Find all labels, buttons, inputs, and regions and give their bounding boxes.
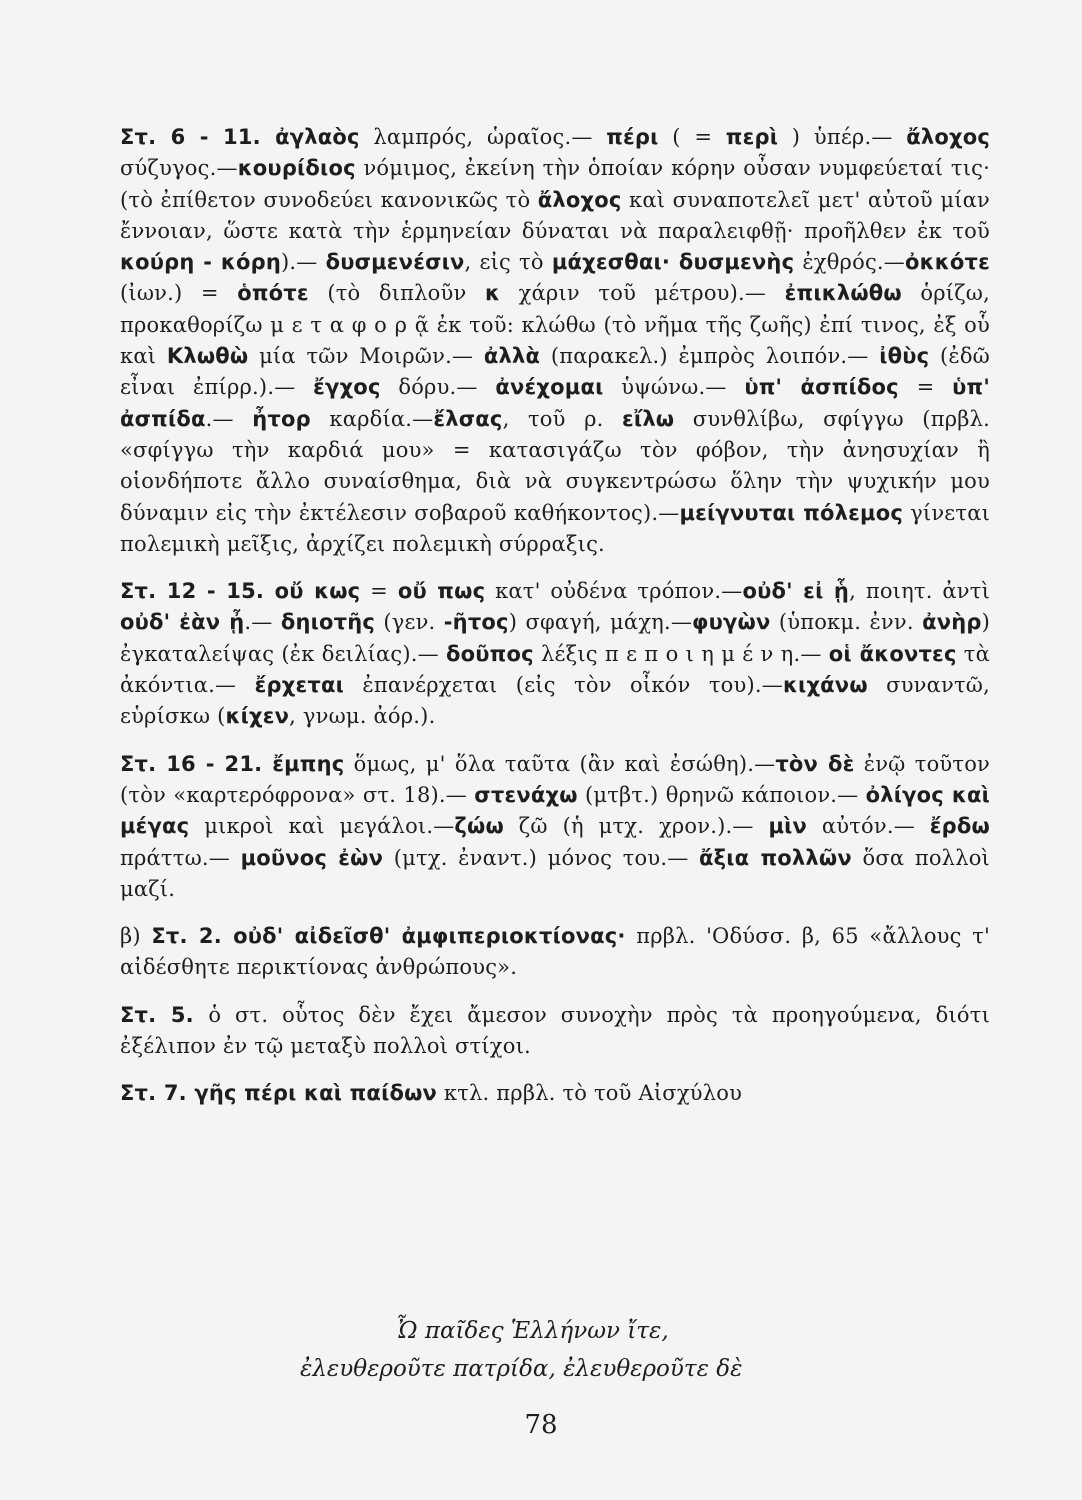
gloss-text: γίνεται πολεμικὴ μεῖξις, ἀρχίζει πολεμικὴ σύρραξις. — [120, 500, 991, 556]
headword: ἐπικλώθω — [784, 281, 902, 306]
gloss-text: (μτχ. ἐναντ.) μόνος του.— — [383, 845, 700, 870]
gloss-text: κτλ. πρβλ. τὸ τοῦ Αἰσχύλου — [437, 1081, 743, 1106]
paragraph-beta-line-2 — [120, 921, 990, 984]
headword: δοῦπος — [446, 641, 534, 666]
gloss-text: χάριν τοῦ μέτρου).— — [500, 281, 785, 306]
paragraph-lines-12-15 — [120, 576, 990, 732]
headword: ἄλοχος — [537, 187, 622, 212]
gloss-text: (γεν. — [375, 610, 444, 635]
headword: κιχάνω — [782, 673, 868, 698]
headword: ὁπότε — [237, 281, 309, 306]
paragraph-lines-16-21 — [120, 749, 990, 905]
gloss-text: λαμπρός, ὡραῖος.— — [359, 125, 607, 149]
gloss-text: (ἰων.) = — [120, 281, 238, 306]
gloss-text: ὅμως, μ' ὅλα ταῦτα (ἂν καὶ ἐσώθη).— — [344, 751, 776, 776]
headword: οἱ ἄκοντες — [828, 641, 957, 666]
headword: ἔρδω — [929, 814, 990, 839]
gloss-text: πράττω.— — [120, 845, 241, 870]
gloss-text: ( = — [658, 125, 726, 149]
gloss-text: μία τῶν Μοιρῶν.— — [248, 344, 484, 369]
headword: ὀλίγος καὶ μέγας — [120, 782, 990, 839]
paragraph-lines-6-11 — [120, 122, 990, 560]
gloss-text: ὅσα πολλοὶ μαζί. — [120, 845, 990, 901]
commentary-text — [120, 122, 990, 1110]
gloss-text: συναντῶ, εὑρίσκω ( — [120, 673, 990, 729]
gloss-text: αὐτόν.— — [807, 814, 930, 839]
headword: ἄλοχος — [906, 125, 990, 149]
paragraph-line-7 — [120, 1078, 990, 1109]
headword: δυσμενέσιν — [325, 250, 465, 275]
gloss-text: .— — [244, 610, 281, 635]
headword: μὶν — [768, 814, 807, 839]
gloss-text: ) σφαγή, μάχη.— — [508, 610, 693, 635]
gloss-text: καὶ συναποτελεῖ μετ' αὐτοῦ μίαν ἔννοιαν, ὥστε κατὰ τὴν ἑρμηνείαν δύναται νὰ παραλειφθῇ· προῆλθεν ἐκ τοῦ — [120, 187, 990, 243]
gloss-text: νόμιμος, ἐκείνη τὴν ὁποίαν κόρην οὖσαν νυμφεύεταί τις· (τὸ ἐπίθετον συνοδεύει κανονικῶς τὸ — [120, 156, 990, 212]
gloss-text: ζῶ (ἡ μτχ. χρον.).— — [503, 814, 769, 839]
gloss-text: λέξις π ε π ο ι η μ έ ν η.— — [533, 641, 829, 666]
headword: ἔλσας — [433, 406, 503, 431]
headword: κίχεν — [225, 704, 290, 729]
headword: Στ. 7. — [120, 1081, 195, 1106]
headword: περὶ — [725, 125, 779, 149]
gloss-text: πρβλ. 'Οδύσσ. β, 65 «ἄλλους τ' αἰδέσθητε περικτίονας ἀνθρώπους». — [120, 924, 991, 980]
gloss-text: , ποιητ. ἀντὶ — [849, 579, 991, 604]
gloss-text: σύζυγος.— — [120, 156, 238, 181]
headword: κ — [484, 281, 501, 306]
gloss-text: ) ὑπέρ.— — [778, 125, 907, 149]
gloss-text: (μτβτ.) θρηνῶ κάποιον.— — [577, 782, 866, 807]
gloss-text: ὁ στ. οὗτος δὲν ἔχει ἄμεσον συνοχὴν πρὸς τὰ προηγούμενα, διότι ἐξέλιπον ἐν τῷ μεταξὺ πολλοὶ στίχοι. — [120, 1002, 990, 1059]
gloss-text: ἐχθρός.— — [794, 250, 905, 275]
gloss-text: = — [360, 579, 398, 604]
gloss-text: τὰ ἀκόντια.— — [120, 641, 990, 698]
gloss-text: (ὑποκμ. ἐνν. — [770, 610, 923, 635]
headword: Στ. 6 - 11. — [120, 125, 276, 149]
headword: στενάχω — [474, 782, 578, 807]
headword: μοῦνος ἐὼν — [240, 845, 384, 870]
headword: Κλωθὼ — [166, 344, 249, 369]
headword: γῆς πέρι καὶ παίδων — [194, 1081, 438, 1106]
headword: ζώω — [454, 814, 504, 839]
headword: μάχεσθαι· δυσμενὴς — [551, 250, 795, 275]
gloss-text: (παρακελ.) ἐμπρὸς λοιπόν.— — [540, 344, 880, 369]
headword: δηιοτῆς — [280, 610, 376, 635]
headword: Στ. 16 - 21. — [120, 751, 273, 776]
headword: ἀλλὰ — [483, 344, 541, 369]
headword: ὀκκότε — [905, 250, 990, 275]
headword: τὸν δὲ — [775, 751, 855, 776]
headword: οὔ κως — [274, 579, 361, 604]
gloss-text: συνθλίβω, σφίγγω (πρβλ. «σφίγγω τὴν καρδιά μου» = κατασιγάζω τὸν φόβον, τὴν ἀνησυχίαν ἢ οἱονδήποτε ἄλλο συναίσθημα, διὰ νὰ συγκεντρώσω ὅλην τὴν ψυχικήν μου δύναμιν εἰς τὴν ἐκτέλεσιν σοβαροῦ καθήκοντος).— — [120, 406, 990, 525]
page-number: 78 — [524, 1410, 558, 1440]
gloss-text: κατ' οὐδένα τρόπον.— — [485, 579, 743, 604]
headword: ἔγχος — [313, 375, 381, 400]
gloss-text: μικροὶ καὶ μεγάλοι.— — [189, 814, 455, 839]
headword: οὐδ' ἐὰν ᾖ — [120, 610, 245, 635]
headword: οὐδ' εἰ ᾗ — [742, 579, 850, 604]
gloss-text: ὑψώνω.— — [603, 375, 745, 400]
headword: ἦτορ — [252, 406, 311, 431]
headword: μείγνυται πόλεμος — [679, 500, 903, 525]
paragraph-line-5 — [120, 1000, 990, 1063]
gloss-text: β) — [120, 924, 152, 949]
headword: -ῆτος — [443, 610, 509, 635]
gloss-text: (ἐδῶ εἶναι ἐπίρρ.).— — [120, 344, 991, 400]
gloss-text: , τοῦ ρ. — [502, 406, 623, 431]
gloss-text: ὁρίζω, προκαθορίζω μ ε τ α φ ο ρ ᾷ ἐκ τοῦ: κλώθω (τὸ νῆμα τῆς ζωῆς) ἐπί τινος, ἐξ οὗ καὶ — [120, 281, 990, 369]
poem-line: Ὦ παῖδες Ἑλλήνων ἴτε, — [396, 1318, 669, 1344]
headword: ἀνὴρ — [922, 610, 982, 635]
gloss-text: δόρυ.— — [380, 375, 496, 400]
poem-line: ἐλευθεροῦτε πατρίδα, ἐλευθεροῦτε δὲ — [300, 1356, 743, 1382]
headword: φυγὼν — [692, 610, 771, 635]
gloss-text: ).— — [281, 250, 326, 275]
gloss-text: , γνωμ. ἀόρ.). — [289, 704, 436, 729]
gloss-text: καρδία.— — [310, 406, 434, 431]
gloss-text: , εἰς τὸ — [464, 250, 552, 275]
gloss-text: ) ἐγκαταλείψας (ἐκ δειλίας).— — [120, 610, 990, 666]
headword: πέρι — [606, 125, 659, 149]
headword: κούρη - κόρη — [120, 250, 282, 275]
gloss-text: ἐπανέρχεται (εἰς τὸν οἶκόν του).— — [343, 673, 783, 698]
headword: Στ. 5. — [120, 1002, 209, 1027]
headword: ἰθὺς — [879, 344, 930, 369]
headword: ὑπ' ἀσπίδα — [120, 375, 990, 431]
gloss-text: (τὸ διπλοῦν — [308, 281, 485, 306]
gloss-text: ἐνῷ τοῦτον (τὸν «καρτερόφρονα» στ. 18).— — [120, 751, 991, 807]
headword: εἴλω — [622, 406, 675, 431]
gloss-text: = — [898, 375, 953, 400]
headword: ἀνέχομαι — [495, 375, 604, 400]
headword: ἔρχεται — [254, 673, 344, 698]
headword: οὔ πως — [397, 579, 486, 604]
headword: Στ. 2. οὐδ' αἰδεῖσθ' ἀμφιπεριοκτίονας· — [151, 924, 626, 949]
headword: ἄξια πολλῶν — [699, 845, 852, 870]
headword: ἀγλαὸς — [275, 125, 360, 149]
headword: ἔμπης — [272, 751, 345, 776]
gloss-text: .— — [205, 406, 253, 431]
headword: ὑπ' ἀσπίδος — [744, 375, 899, 400]
aeschylus-quote — [300, 1312, 860, 1388]
headword: Στ. 12 - 15. — [120, 579, 275, 604]
headword: κουρίδιος — [237, 156, 356, 181]
